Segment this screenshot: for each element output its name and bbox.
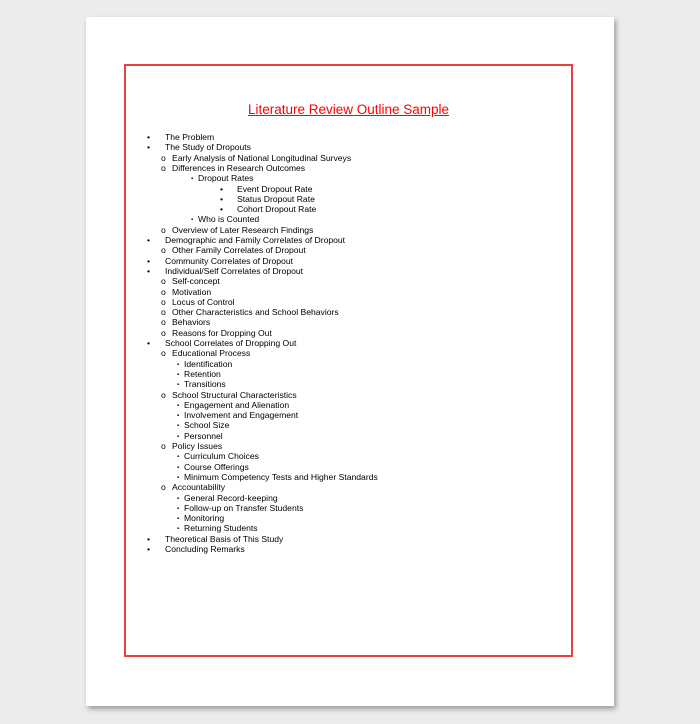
bullet-marker: ▪ <box>177 505 180 512</box>
outline-item-text: General Record-keeping <box>184 492 278 503</box>
outline-item-text: Locus of Control <box>172 296 235 307</box>
bullet-marker: ▪ <box>177 423 180 430</box>
outline-item-text: Curriculum Choices <box>184 451 259 462</box>
outline-item-text: The Problem <box>165 132 215 142</box>
outline-item-text: Reasons for Dropping Out <box>172 327 272 338</box>
outline-item-text: School Size <box>184 420 230 431</box>
bullet-marker: ▪ <box>177 371 180 378</box>
bullet-marker: o <box>161 286 166 297</box>
outline-item-text: Returning Students <box>184 523 258 534</box>
bullet-marker: • <box>147 235 151 245</box>
bullet-marker: ▪ <box>177 361 180 368</box>
outline-item-text: Transitions <box>184 379 226 390</box>
document-title: Literature Review Outline Sample <box>247 102 450 117</box>
bullet-marker: ▪ <box>177 454 180 461</box>
bullet-marker: • <box>147 265 151 276</box>
outline-item-text: Other Family Correlates of Dropout <box>172 245 306 256</box>
bullet-marker: ▪ <box>177 382 180 389</box>
bullet-marker: o <box>161 162 166 173</box>
bullet-marker: o <box>161 348 166 359</box>
bullet-marker: • <box>220 204 224 215</box>
outline-item-text: Retention <box>184 368 221 379</box>
outline-item-text: Concluding Remarks <box>165 544 245 554</box>
bullet-marker: • <box>147 142 151 153</box>
outline-item-text: Educational Process <box>172 348 251 359</box>
outline-item-text: Differences in Research Outcomes <box>172 162 306 173</box>
outline-item-text: The Study of Dropouts <box>165 142 251 153</box>
outline-item-text: Identification <box>184 358 233 369</box>
bullet-marker: ▪ <box>177 413 180 420</box>
bullet-marker: ▪ <box>191 217 194 224</box>
bullet-marker: • <box>147 338 151 348</box>
bullet-marker: o <box>161 152 166 163</box>
outline-item-text: Self-concept <box>172 276 220 287</box>
outline-item-text: Dropout Rates <box>198 173 254 184</box>
outline-item-text: Event Dropout Rate <box>237 183 313 194</box>
bullet-marker: o <box>161 276 166 287</box>
outline-item-text: Policy Issues <box>172 441 223 451</box>
bullet-marker: o <box>161 441 166 451</box>
outline-item-text: School Structural Characteristics <box>172 389 297 400</box>
outline-item-text: Minimum Competency Tests and Higher Standards <box>184 471 378 482</box>
bullet-marker: o <box>161 389 166 400</box>
outline-item-text: Early Analysis of National Longitudinal Surveys <box>172 152 352 163</box>
outline-item-text: Course Offerings <box>184 461 249 472</box>
outline-item-text: Status Dropout Rate <box>237 193 315 204</box>
outline-item-text: Who is Counted <box>198 214 260 225</box>
outline-item-text: Overview of Later Research Findings <box>172 224 314 235</box>
outline-item-text: Monitoring <box>184 513 225 524</box>
bullet-marker: o <box>161 482 166 493</box>
outline-item-text: Individual/Self Correlates of Dropout <box>165 265 304 276</box>
bullet-marker: • <box>220 193 224 204</box>
outline-item-text: Demographic and Family Correlates of Dropout <box>165 235 346 245</box>
outline-item-text: Cohort Dropout Rate <box>237 204 317 215</box>
bullet-marker: • <box>147 132 151 142</box>
outline-item-text: Behaviors <box>172 317 211 328</box>
bullet-marker: o <box>161 327 166 338</box>
bullet-marker: ▪ <box>177 495 180 502</box>
bullet-marker: ▪ <box>177 526 180 533</box>
bullet-marker: • <box>147 255 151 266</box>
bullet-marker: ▪ <box>177 464 180 471</box>
outline-item-text: Community Correlates of Dropout <box>165 255 293 266</box>
bullet-marker: o <box>161 296 166 307</box>
bullet-marker: o <box>161 245 166 256</box>
bullet-marker: o <box>161 224 166 235</box>
outline-item-text: Theoretical Basis of This Study <box>165 533 284 544</box>
outline-item-text: Follow-up on Transfer Students <box>184 502 304 513</box>
outline-item-text: Accountability <box>172 482 226 493</box>
outline-item-text: Engagement and Alienation <box>184 399 290 410</box>
bullet-marker: o <box>161 307 166 318</box>
bullet-marker: ▪ <box>177 516 180 523</box>
outline-item-text: Other Characteristics and School Behaviors <box>172 307 339 318</box>
bullet-marker: o <box>161 317 166 328</box>
bullet-marker: • <box>220 183 224 194</box>
outline-item-text: Motivation <box>172 286 212 297</box>
outline-item-text: School Correlates of Dropping Out <box>165 338 297 348</box>
bullet-marker: • <box>147 533 151 544</box>
bullet-marker: ▪ <box>177 474 180 481</box>
bullet-marker: ▪ <box>177 433 180 440</box>
outline-item-text: Involvement and Engagement <box>184 410 299 421</box>
outline-item-text: Personnel <box>184 430 223 441</box>
bullet-marker: ▪ <box>191 176 194 183</box>
bullet-marker: ▪ <box>177 402 180 409</box>
bullet-marker: • <box>147 544 151 554</box>
